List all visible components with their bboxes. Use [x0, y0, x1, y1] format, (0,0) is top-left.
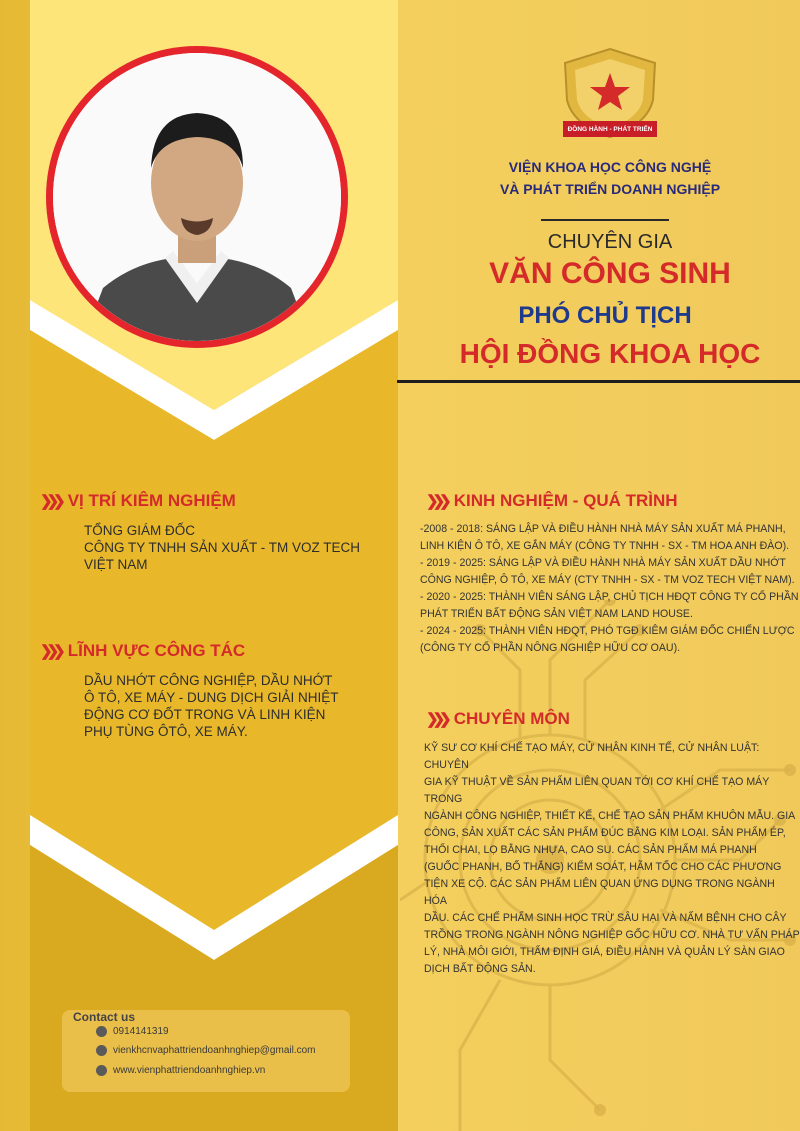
- email-text: vienkhcnvaphattriendoanhnghiep@gmail.com: [113, 1045, 316, 1056]
- field-line: PHỤ TÙNG ÔTÔ, XE MÁY.: [84, 724, 248, 739]
- field-line: DẦU NHỚT CÔNG NGHIỆP, DẦU NHỚT: [84, 673, 333, 688]
- field-line: ĐỘNG CƠ ĐỐT TRONG VÀ LINH KIỆN: [84, 707, 326, 722]
- contact-phone[interactable]: [96, 1026, 169, 1037]
- double-chevron-icon: ❯❯❯: [40, 493, 60, 510]
- position-line: TỔNG GIÁM ĐỐC: [84, 523, 195, 538]
- specialty-heading-text: CHUYÊN MÔN: [453, 709, 570, 728]
- specialty-line: NGÀNH CÔNG NGHIỆP, THIẾT KẾ, CHẾ TẠO SẢN PHẨM KHUÔN MẪU. GIA: [424, 810, 796, 822]
- experience-line: LINH KIỆN Ô TÔ, XE GẮN MÁY (CÔNG TY TNHH - SX - TM HOA ANH ĐÀO).: [420, 540, 790, 552]
- experience-line: CÔNG NGHIỆP, Ô TÔ, XE MÁY (CTY TNHH - SX - TM VOZ TECH VIỆT NAM).: [420, 574, 795, 586]
- experience-line: - 2020 - 2025: THÀNH VIÊN SÁNG LẬP, CHỦ TỊCH HĐQT CÔNG TY CỔ PHẦN: [420, 591, 799, 603]
- expert-role: PHÓ CHỦ TỊCH: [518, 302, 692, 329]
- phone-text: 0914141319: [113, 1026, 169, 1037]
- person-silhouette: [53, 53, 341, 341]
- specialty-line: THỔI CHAI, LỌ BẰNG NHỰA, CAO SU. CÁC SẢN PHẨM MÁ PHANH: [424, 844, 757, 856]
- experience-heading: [426, 491, 678, 511]
- specialty-heading: [426, 709, 570, 729]
- specialty-line: DẦU. CÁC CHẾ PHẨM SINH HỌC TRỪ SÂU HẠI VÀ NẤM BỆNH CHO CÂY: [424, 912, 787, 924]
- contact-website[interactable]: [96, 1065, 265, 1076]
- logo-ribbon-text: ĐỒNG HÀNH - PHÁT TRIỂN: [567, 126, 653, 133]
- specialty-line: TIỆN XE CỘ. CÁC SẢN PHẨM LIÊN QUAN ỨNG DỤNG TRONG NGÀNH HÓA: [424, 878, 775, 907]
- council-title: HỘI ĐỒNG KHOA HỌC: [459, 338, 761, 369]
- field-heading: [40, 641, 245, 661]
- portrait-photo: [53, 53, 341, 341]
- specialty-line: KỸ SƯ CƠ KHÍ CHẾ TẠO MÁY, CỬ NHÂN KINH TẾ, CỬ NHÂN LUẬT: CHUYÊN: [424, 742, 760, 771]
- double-chevron-icon: ❯❯❯: [40, 643, 60, 660]
- phone-icon: [96, 1026, 107, 1037]
- contact-label: Contact us: [73, 1010, 136, 1024]
- double-chevron-icon: ❯❯❯: [426, 711, 446, 728]
- field-line: Ô TÔ, XE MÁY - DUNG DỊCH GIẢI NHIỆT: [84, 690, 339, 705]
- experience-line: - 2019 - 2025: SÁNG LẬP VÀ ĐIỀU HÀNH NHÀ MÁY SẢN XUẤT DẦU NHỚT: [420, 557, 786, 569]
- specialty-line: GIA KỸ THUẬT VỀ SẢN PHẨM LIÊN QUAN TỚI CƠ KHÍ CHẾ TẠO MÁY TRONG: [424, 776, 770, 805]
- experience-text: [420, 521, 799, 657]
- institution-line-2: VÀ PHÁT TRIỂN DOANH NGHIỆP: [499, 181, 721, 197]
- experience-heading-text: KINH NGHIỆM - QUÁ TRÌNH: [453, 491, 678, 510]
- globe-icon: [96, 1065, 107, 1076]
- experience-line: PHÁT TRIỂN BẤT ĐỘNG SẢN VIỆT NAM LAND HOUSE.: [420, 608, 693, 620]
- specialty-line: LÝ, NHÀ MÔI GIỚI, THẨM ĐỊNH GIÁ, ĐIỀU HÀNH VÀ QUẢN LÝ SÀN GIAO: [424, 946, 785, 958]
- position-heading-text: VỊ TRÍ KIÊM NGHIỆM: [67, 491, 236, 510]
- contact-email[interactable]: [96, 1045, 316, 1056]
- position-line: VIỆT NAM: [84, 557, 148, 572]
- experience-line: (CÔNG TY CỔ PHẦN NÔNG NGHIỆP HỮU CƠ OAU).: [420, 642, 681, 654]
- expert-name: VĂN CÔNG SINH: [489, 257, 731, 290]
- experience-line: - 2024 - 2025: THÀNH VIÊN HĐQT, PHÓ TGĐ KIÊM GIÁM ĐỐC CHIẾN LƯỢC: [420, 625, 795, 637]
- position-text: [84, 522, 360, 573]
- field-text: [84, 672, 339, 740]
- double-chevron-icon: ❯❯❯: [426, 493, 446, 510]
- expert-label: CHUYÊN GIA: [547, 231, 673, 253]
- specialty-line: DỊCH BẤT ĐỘNG SẢN.: [424, 963, 536, 975]
- experience-line: -2008 - 2018: SÁNG LẬP VÀ ĐIỀU HÀNH NHÀ MÁY SẢN XUẤT MÁ PHANH,: [420, 523, 786, 535]
- position-heading: [40, 491, 236, 511]
- specialty-line: TRỒNG TRONG NGÀNH NÔNG NGHIỆP GỐC HỮU CƠ. NHÀ TƯ VẤN PHÁP: [424, 929, 800, 941]
- institution-line-1: VIỆN KHOA HỌC CÔNG NGHỆ: [508, 159, 712, 175]
- title-divider: [541, 219, 669, 221]
- position-line: CÔNG TY TNHH SẢN XUẤT - TM VOZ TECH: [84, 540, 361, 555]
- header-divider: [397, 380, 800, 383]
- specialty-line: (GUỐC PHANH, BỐ THẮNG) KIỂM SOÁT, HÃM TỐC CHO CÁC PHƯƠNG: [424, 861, 782, 873]
- specialty-line: CÔNG, SẢN XUẤT CÁC SẢN PHẨM ĐÚC BẰNG KIM LOẠI. SẢN PHẨM ÉP,: [424, 827, 786, 839]
- website-text: www.vienphattriendoanhnghiep.vn: [113, 1065, 266, 1076]
- specialty-text: [424, 740, 800, 978]
- field-heading-text: LĨNH VỰC CÔNG TÁC: [67, 641, 246, 660]
- email-icon: [96, 1045, 107, 1056]
